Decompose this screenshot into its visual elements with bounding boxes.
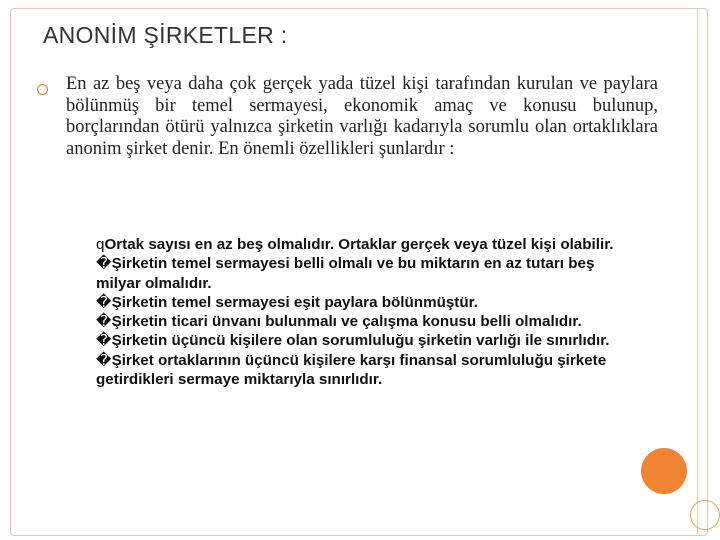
- list-item-text: Ortak sayısı en az beş olmalıdır. Ortaklar gerçek veya tüzel kişi olabilir.: [104, 236, 614, 253]
- list-item-text: Şirketin ticari ünvanı bulunmalı ve çalışma konusu belli olmalıdır.: [111, 313, 582, 331]
- list-marker-icon: �: [96, 255, 112, 273]
- features-list: [96, 235, 636, 389]
- list-marker-icon: �: [96, 293, 112, 311]
- slide-frame-right-line: [697, 8, 698, 534]
- list-item: [96, 312, 636, 331]
- list-item: [96, 351, 636, 390]
- orange-circle-decoration: [641, 448, 687, 494]
- list-marker-icon: �: [96, 332, 112, 350]
- list-marker-icon: �: [96, 351, 112, 369]
- list-item: [96, 331, 636, 350]
- list-item-text: Şirketin temel sermayesi eşit paylara bölünmüştür.: [111, 293, 478, 311]
- slide-title: ANONİM ŞİRKETLER :: [43, 22, 288, 48]
- list-item-text: Şirket ortaklarının üçüncü kişilere karşı finansal sorumluluğu şirkete getirdikleri sermaye miktarıyla sınırlıdır.: [96, 351, 607, 389]
- list-item: [96, 293, 636, 312]
- list-item-text: Şirketin temel sermayesi belli olmalı ve bu miktarın en az tutarı beş milyar olmalıdır.: [96, 255, 595, 292]
- hollow-circle-bullet-icon: [37, 84, 48, 95]
- list-item: [96, 235, 636, 254]
- orange-ring-decoration: [690, 500, 720, 530]
- list-marker-icon: q: [96, 236, 105, 253]
- list-item-text: Şirketin üçüncü kişilere olan sorumluluğu şirketin varlığı ile sınırlıdır.: [111, 332, 610, 350]
- list-marker-icon: �: [96, 313, 112, 331]
- definition-paragraph: En az beş veya daha çok gerçek yada tüzel kişi tarafından kurulan ve paylara bölünmüş bir temel sermayesi, ekonomik amaç ve konusu bulunup, borçlarından ötürü yalnızca şirketin varlığı kadarıyla sorumlu olan ortaklıklara anonim şirket denir. En önemli özellikleri şunlardır :: [66, 74, 658, 159]
- list-item: [96, 254, 636, 293]
